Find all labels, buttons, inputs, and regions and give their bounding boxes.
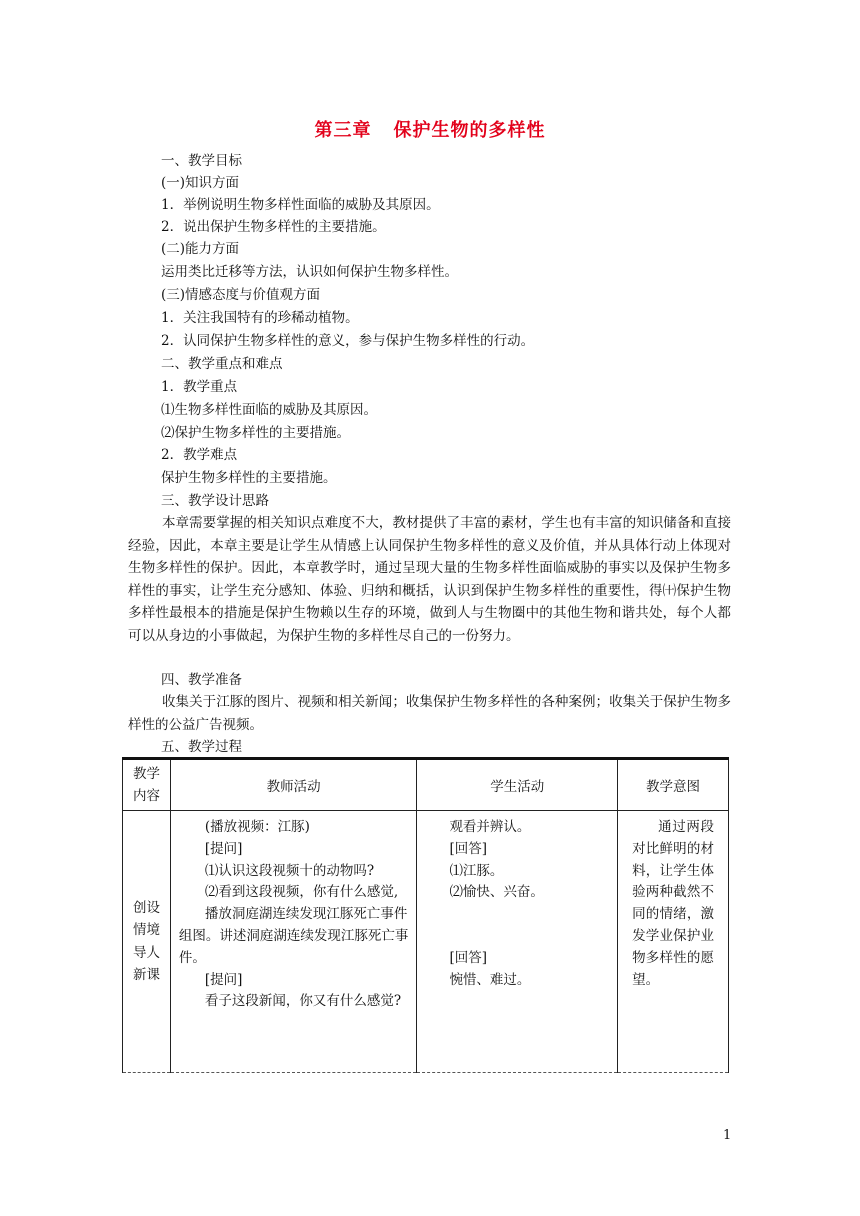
key-item-1: ⑴生物多样性面临的威胁及其原因。	[161, 402, 377, 418]
ability-item: 运用类比迁移等方法，认识如何保护生物多样性。	[161, 264, 458, 280]
chapter-number: 第三章	[314, 120, 372, 141]
cell-student: 观看并辨认。 [回答] ⑴江豚。 ⑵愉快、兴奋。 [回答] 惋惜、难过。	[417, 811, 618, 1073]
knowledge-item-2: 2．说出保护生物多样性的主要措施。	[161, 219, 386, 235]
header-content: 教学 内容	[123, 759, 171, 811]
subheading-key: 1．教学重点	[161, 379, 238, 395]
design-paragraph: 本章需要掌握的相关知识点难度不大，教材提供了丰富的素材，学生也有丰富的知识储备和直接经验，因此，本章主要是让学生从情感上认同保护生物多样性的意义及价值，并从具体行动上体现对生物多样性的保护。因此，本章教学时，通过呈现大量的生物多样性面临威胁的事实以及保护生物多样性的事实，让学生充分感知、体验、归纳和概括，认识到保护生物多样性的重要性，得㈩保护生物多样性最根本的措施是保护生物赖以生存的环境，做到人与生物圈中的其他生物和谐共处，每个人都可以从身边的小事做起，为保护生物的多样性尽自己的一份努力。	[128, 515, 731, 644]
heading-design: 三、教学设计思路	[161, 493, 269, 509]
emotion-item-2: 2．认同保护生物多样性的意义，参与保护生物多样性的行动。	[161, 333, 535, 349]
preparation-paragraph: 收集关于江豚的图片、视频和相关新闻；收集保护生物多样性的各种案例；收集关于保护生物多样性的公益广告视频。	[128, 694, 731, 733]
subheading-knowledge: (一)知识方面	[161, 175, 240, 191]
header-student: 学生活动	[417, 759, 618, 811]
header-teacher: 教师活动	[170, 759, 417, 811]
teaching-process-table	[122, 757, 729, 1073]
heading-process: 五、教学过程	[161, 739, 242, 755]
cell-intent: 通过两段对比鲜明的材料，让学生体验两种截然不同的情绪，激发学业保护业物多样性的愿望。	[618, 811, 729, 1073]
knowledge-item-1: 1．举例说明生物多样性面临的威胁及其原因。	[161, 197, 440, 213]
chapter-name: 保护生物的多样性	[393, 120, 546, 141]
subheading-ability: (二)能力方面	[161, 241, 240, 257]
subheading-emotion: (三)情感态度与价值观方面	[161, 287, 321, 303]
header-intent: 教学意图	[618, 759, 729, 811]
heading-key-points: 二、教学重点和难点	[161, 356, 283, 372]
page-number: 1	[723, 1128, 732, 1143]
cell-content: 创设 情境 导人 新课	[123, 811, 171, 1073]
difficulty-item: 保护生物多样性的主要措施。	[161, 470, 337, 486]
table-header-row	[123, 759, 729, 811]
key-item-2: ⑵保护生物多样性的主要措施。	[161, 425, 350, 441]
table-row	[123, 811, 729, 1073]
subheading-difficulty: 2．教学难点	[161, 447, 238, 463]
chapter-title	[0, 116, 860, 142]
cell-teacher: (播放视频：江豚) [提问] ⑴认识这段视频十的动物吗? ⑵看到这段视频，你有什么感觉, 播放洞庭湖连续发现江豚死亡事件组图。讲述洞庭湖连续发现江豚死亡事件。 [提问] 看子这段新闻，你又有什么感觉?	[170, 811, 417, 1073]
emotion-item-1: 1．关注我国特有的珍稀动植物。	[161, 310, 359, 326]
heading-objectives: 一、教学目标	[161, 153, 242, 169]
heading-preparation: 四、教学准备	[161, 672, 242, 688]
